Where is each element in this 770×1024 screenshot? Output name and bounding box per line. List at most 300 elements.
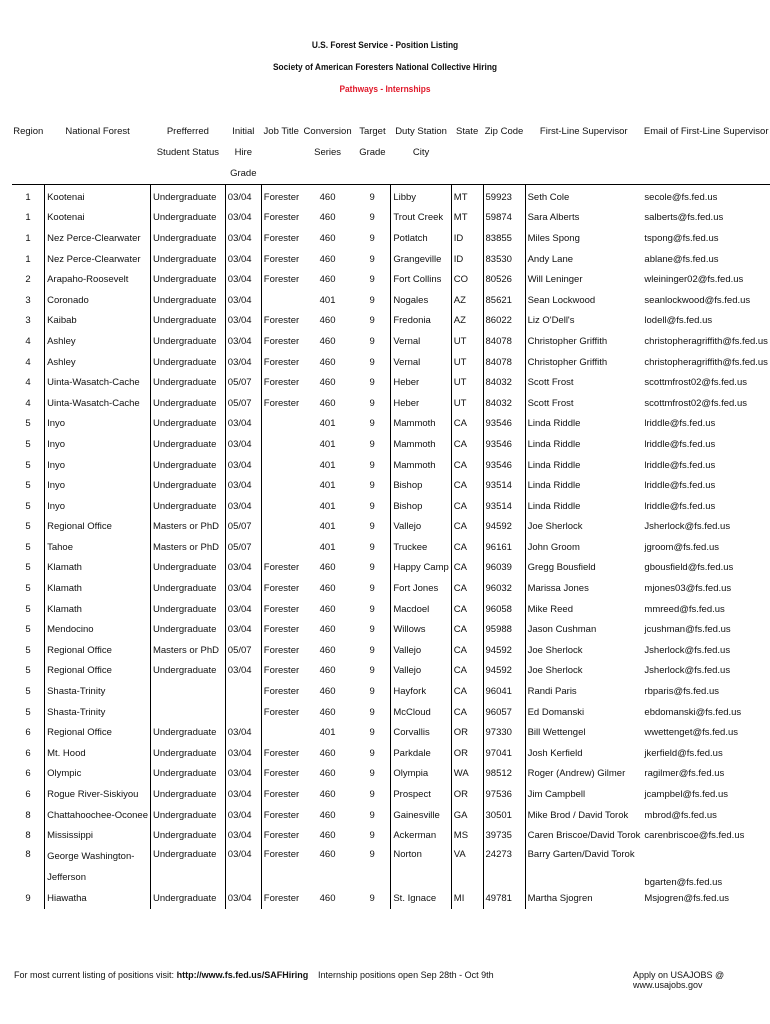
column-header: First-Line Supervisor: [525, 121, 642, 185]
forest-cell: Regional Office: [45, 722, 151, 743]
email-cell: christopheragriffith@fs.fed.us: [644, 356, 768, 368]
job-title-cell: [261, 434, 301, 455]
job-title-cell: Forester: [263, 212, 300, 224]
state-cell: CA: [451, 661, 483, 682]
region-cell: 1: [25, 212, 31, 224]
hire-grade-cell: [225, 681, 261, 702]
job-title-cell: Forester: [263, 315, 300, 327]
city-cell: Potlatch: [391, 228, 451, 249]
state-cell: ID: [451, 249, 483, 270]
zip-cell: 97330: [483, 722, 525, 743]
email-cell: tspong@fs.fed.us: [644, 232, 719, 244]
region-cell: 5: [25, 480, 31, 492]
table-row: [12, 228, 770, 249]
supervisor-cell: Linda Riddle: [527, 459, 581, 471]
zip-cell: 96041: [483, 681, 525, 702]
table-row: [12, 311, 770, 332]
forest-cell: Klamath: [45, 558, 151, 579]
region-cell: 8: [25, 809, 31, 821]
target-grade-cell: 9: [369, 809, 375, 821]
target-grade-cell: 9: [369, 665, 375, 677]
target-grade-cell: 9: [369, 603, 375, 615]
forest-cell: Uinta-Wasatch-Cache: [45, 393, 151, 414]
city-cell: Vallejo: [391, 661, 451, 682]
job-title-cell: Forester: [263, 603, 300, 615]
forest-cell: Kaibab: [45, 311, 151, 332]
series-cell: 460: [319, 212, 336, 224]
series-cell: 460: [319, 644, 336, 656]
state-cell: OR: [451, 722, 483, 743]
target-grade-cell: 9: [369, 541, 375, 553]
table-row: [12, 372, 770, 393]
state-cell: CA: [451, 702, 483, 723]
region-cell: 5: [25, 603, 31, 615]
series-cell: 401: [319, 521, 336, 533]
email-cell: scottmfrost02@fs.fed.us: [644, 397, 747, 409]
student-status-cell: Undergraduate: [150, 661, 225, 682]
hire-grade-cell: 03/04: [225, 185, 261, 208]
job-title-cell: Forester: [263, 830, 300, 842]
state-cell: MT: [451, 208, 483, 229]
city-cell: Olympia: [391, 764, 451, 785]
state-cell: OR: [451, 784, 483, 805]
zip-cell: 49781: [483, 888, 525, 909]
region-cell: 5: [25, 665, 31, 677]
job-title-cell: Forester: [263, 191, 300, 203]
region-cell: 1: [25, 191, 31, 203]
email-cell: rbparis@fs.fed.us: [644, 686, 719, 698]
series-cell: 460: [319, 232, 336, 244]
footer-listing-link[interactable]: http://www.fs.fed.us/SAFHiring: [176, 970, 309, 980]
email-cell: Jsherlock@fs.fed.us: [644, 644, 731, 656]
hire-grade-cell: 03/04: [225, 290, 261, 311]
job-title-cell: Forester: [263, 232, 300, 244]
state-cell: VA: [451, 846, 483, 888]
column-header: Job Title: [261, 121, 301, 185]
program-label: Pathways - Internships: [339, 84, 431, 95]
supervisor-cell: Martha Sjogren: [527, 892, 593, 904]
state-cell: CA: [451, 558, 483, 579]
column-header: Conversion Series: [301, 121, 354, 185]
supervisor-cell: Mike Reed: [527, 603, 573, 615]
table-row: [12, 414, 770, 435]
region-cell: 4: [25, 356, 31, 368]
target-grade-cell: 9: [369, 232, 375, 244]
state-cell: CA: [451, 475, 483, 496]
region-cell: 5: [25, 459, 31, 471]
supervisor-cell: Sean Lockwood: [527, 294, 596, 306]
supervisor-cell: Mike Brod / David Torok: [527, 809, 629, 821]
hire-grade-cell: 03/04: [225, 599, 261, 620]
job-title-cell: Forester: [263, 706, 300, 718]
hire-grade-cell: 05/07: [225, 537, 261, 558]
forest-cell: Coronado: [45, 290, 151, 311]
supervisor-cell: Ed Domanski: [527, 706, 585, 718]
target-grade-cell: 9: [369, 747, 375, 759]
student-status-cell: Undergraduate: [150, 414, 225, 435]
region-cell: 6: [25, 727, 31, 739]
state-cell: ID: [451, 228, 483, 249]
email-cell: mbrod@fs.fed.us: [644, 809, 717, 821]
region-cell: 5: [25, 686, 31, 698]
forest-cell: Ashley: [45, 352, 151, 373]
supervisor-cell: Joe Sherlock: [527, 665, 583, 677]
student-status-cell: Undergraduate: [150, 578, 225, 599]
hire-grade-cell: 03/04: [225, 825, 261, 846]
region-cell: 3: [25, 294, 31, 306]
document-title: U.S. Forest Service - Position Listing: [311, 40, 459, 51]
zip-cell: 24273: [483, 846, 525, 888]
series-cell: 460: [319, 562, 336, 574]
hire-grade-cell: 03/04: [225, 208, 261, 229]
forest-cell: Olympic: [45, 764, 151, 785]
job-title-cell: Forester: [263, 747, 300, 759]
zip-cell: 93514: [483, 475, 525, 496]
zip-cell: 30501: [483, 805, 525, 826]
job-title-cell: Forester: [263, 789, 300, 801]
table-row: [12, 537, 770, 558]
table-row: [12, 475, 770, 496]
job-title-cell: Forester: [263, 849, 300, 860]
region-cell: 5: [25, 521, 31, 533]
zip-cell: 96161: [483, 537, 525, 558]
series-cell: 401: [319, 294, 336, 306]
student-status-cell: Undergraduate: [150, 455, 225, 476]
job-title-cell: Forester: [263, 644, 300, 656]
target-grade-cell: 9: [369, 706, 375, 718]
city-cell: Fort Collins: [391, 269, 451, 290]
supervisor-cell: Barry Garten/David Torok: [527, 849, 635, 860]
job-title-cell: [261, 722, 301, 743]
hire-grade-cell: 03/04: [225, 496, 261, 517]
region-cell: 3: [25, 315, 31, 327]
forest-cell: Arapaho-Roosevelt: [45, 269, 151, 290]
forest-cell: Shasta-Trinity: [45, 681, 151, 702]
email-cell: christopheragriffith@fs.fed.us: [644, 335, 768, 347]
forest-cell: Mississippi: [45, 825, 151, 846]
series-cell: 460: [319, 768, 336, 780]
email-cell: Msjogren@fs.fed.us: [644, 892, 730, 904]
student-status-cell: Undergraduate: [150, 372, 225, 393]
region-cell: 5: [25, 624, 31, 636]
series-cell: 460: [319, 809, 336, 821]
supervisor-cell: Sara Alberts: [527, 212, 580, 224]
region-cell: 5: [25, 541, 31, 553]
supervisor-cell: Joe Sherlock: [527, 644, 583, 656]
region-cell: 5: [25, 500, 31, 512]
forest-cell: Rogue River-Siskiyou: [45, 784, 151, 805]
hire-grade-cell: 03/04: [225, 743, 261, 764]
state-cell: UT: [451, 393, 483, 414]
region-cell: 9: [25, 892, 31, 904]
table-header-row: [12, 121, 770, 185]
city-cell: Norton: [391, 846, 451, 888]
state-cell: AZ: [451, 311, 483, 332]
series-cell: 460: [319, 315, 336, 327]
zip-cell: 83530: [483, 249, 525, 270]
table-row: [12, 661, 770, 682]
series-cell: 460: [319, 789, 336, 801]
series-cell: 460: [319, 583, 336, 595]
city-cell: Nogales: [391, 290, 451, 311]
supervisor-cell: Joe Sherlock: [527, 521, 583, 533]
table-row: [12, 681, 770, 702]
job-title-cell: Forester: [263, 583, 300, 595]
table-row: [12, 249, 770, 270]
column-header: State: [451, 121, 483, 185]
zip-cell: 93546: [483, 455, 525, 476]
target-grade-cell: 9: [369, 356, 375, 368]
column-header: Duty Station City: [391, 121, 451, 185]
target-grade-cell: 9: [369, 892, 375, 904]
supervisor-cell: Andy Lane: [527, 253, 574, 265]
table-row: [12, 393, 770, 414]
supervisor-cell: Scott Frost: [527, 377, 574, 389]
footer-open-dates: Internship positions open Sep 28th - Oct 9th: [318, 970, 494, 980]
student-status-cell: Undergraduate: [150, 558, 225, 579]
table-row: [12, 290, 770, 311]
city-cell: Fredonia: [391, 311, 451, 332]
forest-cell: Uinta-Wasatch-Cache: [45, 372, 151, 393]
supervisor-cell: Caren Briscoe/David Torok: [527, 830, 641, 842]
email-cell: jcushman@fs.fed.us: [644, 624, 731, 636]
job-title-cell: Forester: [263, 562, 300, 574]
zip-cell: 96039: [483, 558, 525, 579]
email-cell: lriddle@fs.fed.us: [644, 418, 716, 430]
student-status-cell: Undergraduate: [150, 185, 225, 208]
table-row: [12, 352, 770, 373]
forest-cell: Inyo: [45, 414, 151, 435]
supervisor-cell: Gregg Bousfield: [527, 562, 596, 574]
series-cell: 401: [319, 500, 336, 512]
student-status-cell: Undergraduate: [150, 619, 225, 640]
city-cell: Trout Creek: [391, 208, 451, 229]
email-cell: lriddle@fs.fed.us: [644, 480, 716, 492]
series-cell: 460: [319, 397, 336, 409]
series-cell: 460: [319, 356, 336, 368]
job-title-cell: [261, 475, 301, 496]
state-cell: CA: [451, 681, 483, 702]
student-status-cell: [150, 702, 225, 723]
zip-cell: 85621: [483, 290, 525, 311]
student-status-cell: Masters or PhD: [150, 640, 225, 661]
column-header: Zip Code: [483, 121, 525, 185]
forest-cell: Kootenai: [45, 208, 151, 229]
region-cell: 5: [25, 706, 31, 718]
student-status-cell: Undergraduate: [150, 888, 225, 909]
student-status-cell: Undergraduate: [150, 599, 225, 620]
email-cell: jkerfield@fs.fed.us: [644, 747, 723, 759]
city-cell: Vernal: [391, 331, 451, 352]
supervisor-cell: Jim Campbell: [527, 789, 586, 801]
zip-cell: 97536: [483, 784, 525, 805]
series-cell: 401: [319, 418, 336, 430]
zip-cell: 96058: [483, 599, 525, 620]
email-cell: secole@fs.fed.us: [644, 191, 718, 203]
table-row: [12, 784, 770, 805]
hire-grade-cell: 05/07: [225, 372, 261, 393]
city-cell: Mammoth: [391, 414, 451, 435]
city-cell: Macdoel: [391, 599, 451, 620]
zip-cell: 96057: [483, 702, 525, 723]
series-cell: 401: [319, 480, 336, 492]
forest-cell: Mendocino: [45, 619, 151, 640]
hire-grade-cell: 03/04: [225, 331, 261, 352]
job-title-cell: Forester: [263, 274, 300, 286]
table-row: [12, 269, 770, 290]
forest-cell: Tahoe: [45, 537, 151, 558]
city-cell: Hayfork: [391, 681, 451, 702]
table-row: [12, 743, 770, 764]
zip-cell: 84032: [483, 372, 525, 393]
table-row: [12, 434, 770, 455]
student-status-cell: Undergraduate: [150, 269, 225, 290]
job-title-cell: [261, 290, 301, 311]
region-cell: 5: [25, 438, 31, 450]
state-cell: CO: [451, 269, 483, 290]
forest-cell: Inyo: [45, 475, 151, 496]
email-cell: wleininger02@fs.fed.us: [644, 274, 744, 286]
job-title-cell: [261, 455, 301, 476]
student-status-cell: Undergraduate: [150, 475, 225, 496]
series-cell: 460: [319, 624, 336, 636]
zip-cell: 97041: [483, 743, 525, 764]
city-cell: Vernal: [391, 352, 451, 373]
job-title-cell: Forester: [263, 686, 300, 698]
email-cell: ablane@fs.fed.us: [644, 253, 719, 265]
target-grade-cell: 9: [369, 191, 375, 203]
city-cell: Grangeville: [391, 249, 451, 270]
region-cell: 5: [25, 418, 31, 430]
zip-cell: 84078: [483, 352, 525, 373]
table-row: [12, 722, 770, 743]
city-cell: Prospect: [391, 784, 451, 805]
table-row: [12, 764, 770, 785]
state-cell: CA: [451, 496, 483, 517]
table-row: [12, 558, 770, 579]
email-cell: mmreed@fs.fed.us: [644, 603, 725, 615]
zip-cell: 39735: [483, 825, 525, 846]
job-title-cell: Forester: [263, 809, 300, 821]
target-grade-cell: 9: [369, 768, 375, 780]
supervisor-cell: Linda Riddle: [527, 500, 581, 512]
email-cell: bgarten@fs.fed.us: [644, 877, 723, 888]
supervisor-cell: Linda Riddle: [527, 438, 581, 450]
target-grade-cell: 9: [369, 274, 375, 286]
email-cell: gbousfield@fs.fed.us: [644, 562, 734, 574]
supervisor-cell: Marissa Jones: [527, 583, 589, 595]
forest-cell: Hiawatha: [45, 888, 151, 909]
forest-cell: George Washington-Jefferson: [45, 846, 151, 888]
student-status-cell: Undergraduate: [150, 805, 225, 826]
email-cell: ragilmer@fs.fed.us: [644, 768, 725, 780]
student-status-cell: Undergraduate: [150, 249, 225, 270]
city-cell: McCloud: [391, 702, 451, 723]
target-grade-cell: 9: [369, 789, 375, 801]
hire-grade-cell: 03/04: [225, 352, 261, 373]
column-header: Email of First-Line Supervisor: [642, 121, 770, 185]
state-cell: CA: [451, 619, 483, 640]
student-status-cell: Undergraduate: [150, 764, 225, 785]
series-cell: 460: [319, 335, 336, 347]
target-grade-cell: 9: [369, 562, 375, 574]
target-grade-cell: 9: [369, 480, 375, 492]
forest-cell: Shasta-Trinity: [45, 702, 151, 723]
supervisor-cell: Roger (Andrew) Gilmer: [527, 768, 626, 780]
series-cell: 460: [319, 274, 336, 286]
job-title-cell: Forester: [263, 335, 300, 347]
hire-grade-cell: 03/04: [225, 249, 261, 270]
target-grade-cell: 9: [369, 624, 375, 636]
state-cell: AZ: [451, 290, 483, 311]
series-cell: 460: [319, 892, 336, 904]
hire-grade-cell: 05/07: [225, 640, 261, 661]
table-row: [12, 805, 770, 826]
forest-cell: Klamath: [45, 599, 151, 620]
zip-cell: 80526: [483, 269, 525, 290]
job-title-cell: [261, 496, 301, 517]
email-cell: carenbriscoe@fs.fed.us: [644, 830, 745, 842]
student-status-cell: Undergraduate: [150, 311, 225, 332]
hire-grade-cell: 03/04: [225, 888, 261, 909]
target-grade-cell: 9: [369, 686, 375, 698]
position-table: [12, 121, 770, 909]
state-cell: CA: [451, 537, 483, 558]
supervisor-cell: Randi Paris: [527, 686, 577, 698]
supervisor-cell: Bill Wettengel: [527, 727, 586, 739]
region-cell: 8: [25, 830, 31, 842]
target-grade-cell: 9: [369, 521, 375, 533]
state-cell: UT: [451, 372, 483, 393]
footer-listing-note: [14, 970, 308, 980]
student-status-cell: Undergraduate: [150, 743, 225, 764]
zip-cell: 59923: [483, 185, 525, 208]
series-cell: 460: [319, 830, 336, 842]
forest-cell: Regional Office: [45, 517, 151, 538]
zip-cell: 83855: [483, 228, 525, 249]
email-cell: jcampbel@fs.fed.us: [644, 789, 728, 801]
city-cell: Parkdale: [391, 743, 451, 764]
zip-cell: 93546: [483, 434, 525, 455]
hire-grade-cell: 03/04: [225, 228, 261, 249]
forest-cell: Inyo: [45, 496, 151, 517]
table-row: [12, 846, 770, 888]
email-cell: Jsherlock@fs.fed.us: [644, 665, 731, 677]
table-row: [12, 825, 770, 846]
job-title-cell: Forester: [263, 377, 300, 389]
job-title-cell: Forester: [263, 768, 300, 780]
table-row: [12, 619, 770, 640]
document-subtitle: Society of American Foresters National Collective Hiring: [272, 62, 498, 73]
column-header: Initial Hire Grade: [225, 121, 261, 185]
forest-cell: Regional Office: [45, 661, 151, 682]
supervisor-cell: John Groom: [527, 541, 580, 553]
supervisor-cell: Christopher Griffith: [527, 356, 608, 368]
hire-grade-cell: 05/07: [225, 517, 261, 538]
supervisor-cell: Linda Riddle: [527, 418, 581, 430]
supervisor-cell: Linda Riddle: [527, 480, 581, 492]
zip-cell: 95988: [483, 619, 525, 640]
target-grade-cell: 9: [369, 849, 375, 860]
column-header: Region: [12, 121, 45, 185]
forest-cell: Inyo: [45, 434, 151, 455]
hire-grade-cell: 03/04: [225, 805, 261, 826]
forest-cell: Inyo: [45, 455, 151, 476]
hire-grade-cell: 03/04: [225, 661, 261, 682]
region-cell: 6: [25, 768, 31, 780]
target-grade-cell: 9: [369, 500, 375, 512]
email-cell: seanlockwood@fs.fed.us: [644, 294, 751, 306]
